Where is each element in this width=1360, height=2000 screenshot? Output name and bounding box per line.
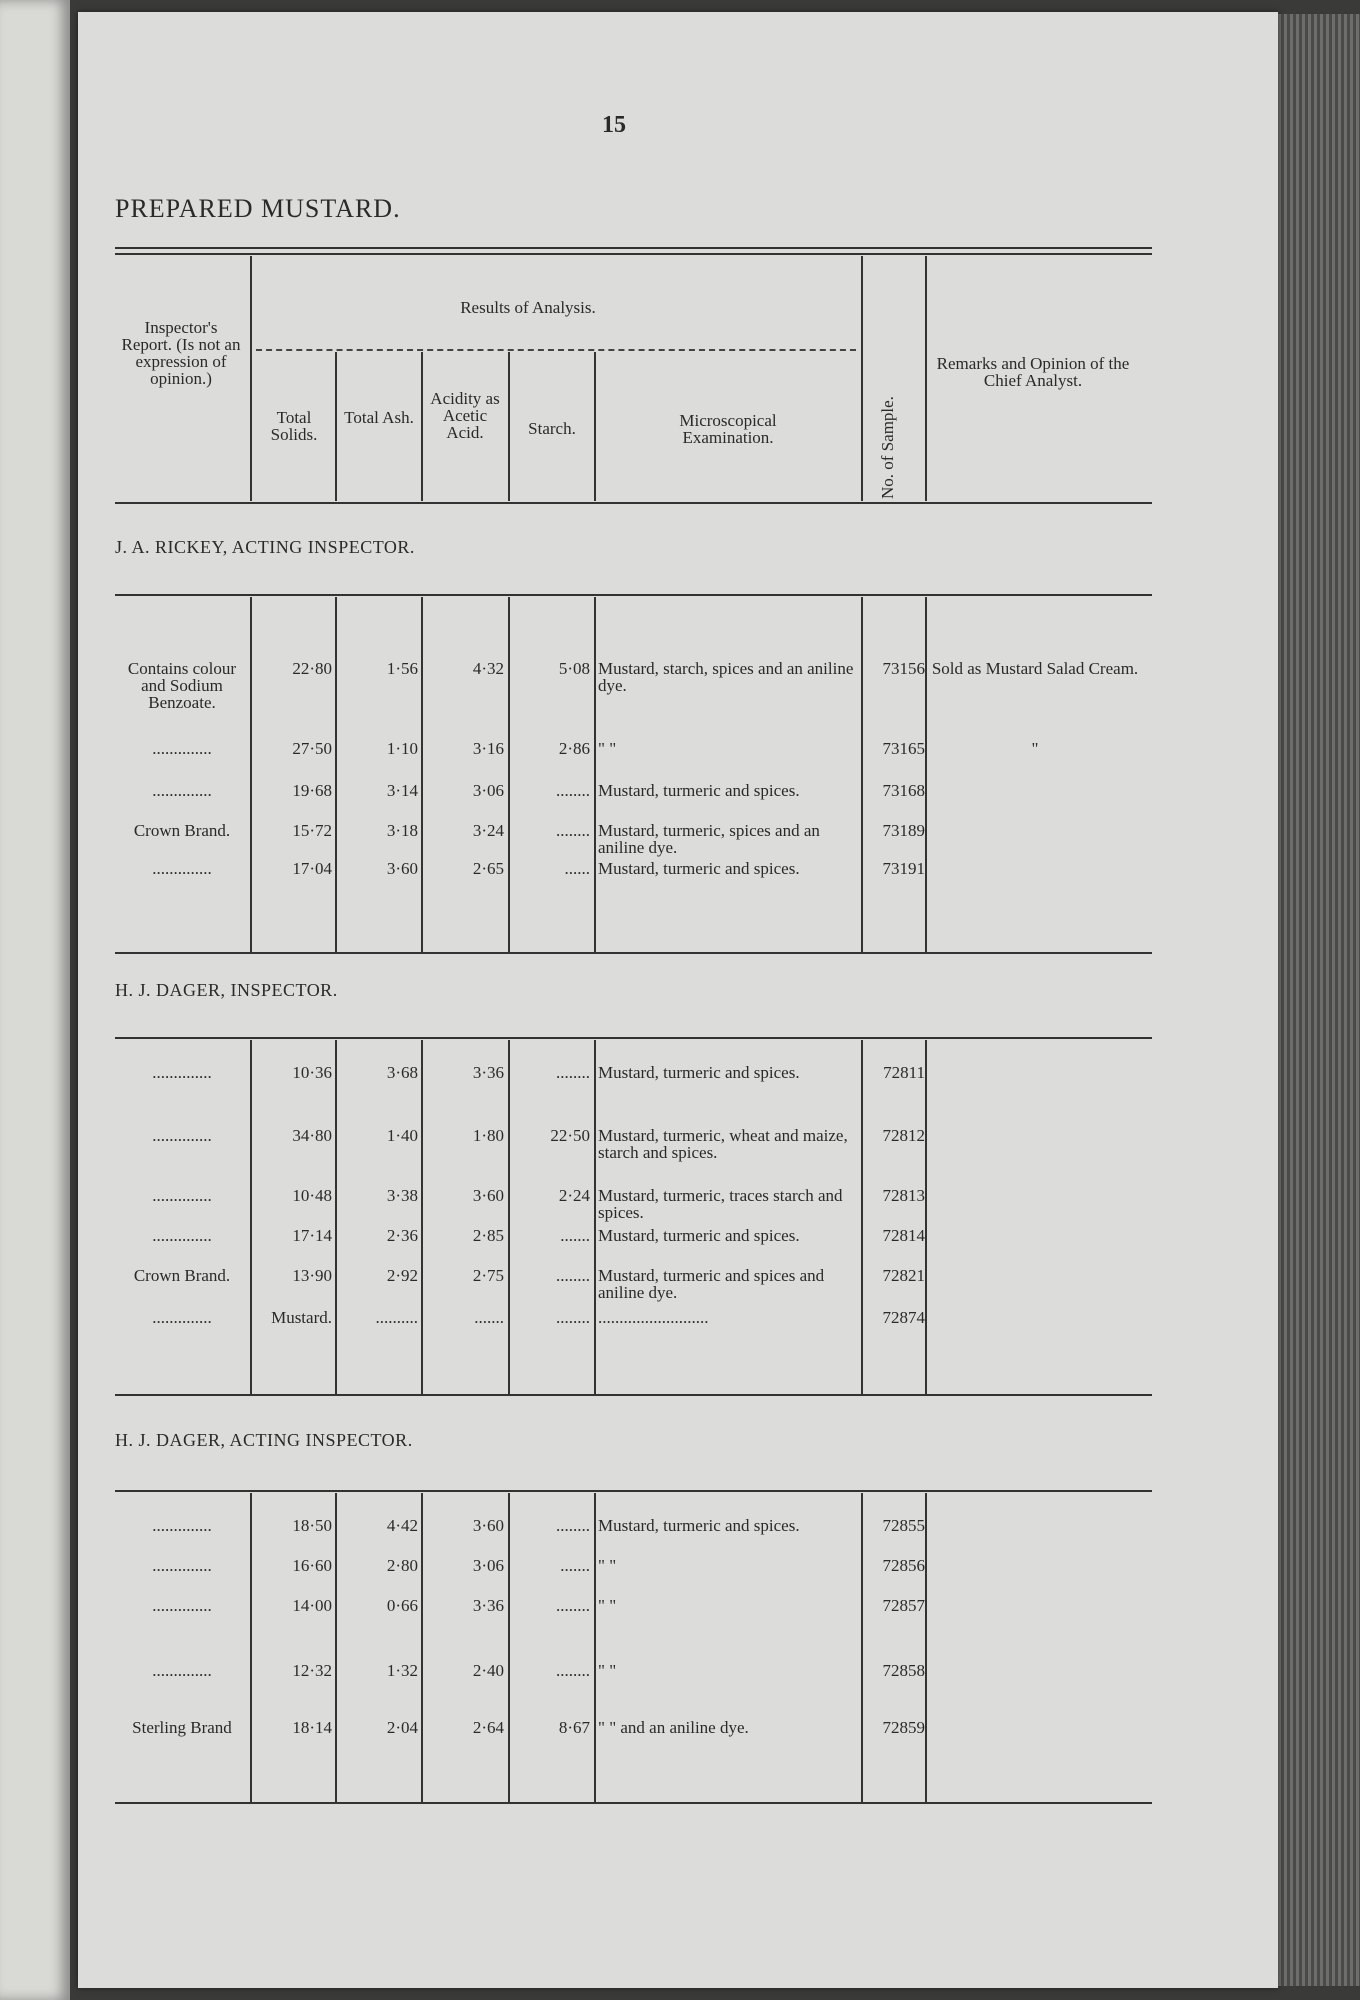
table-cell-sample: 72874 (882, 1308, 925, 1327)
section-bottom-rule (115, 952, 1152, 954)
table-cell-micro: Mustard, turmeric and spices. (598, 1063, 800, 1082)
table-cell-starch: 22·50 (550, 1126, 590, 1145)
table-cell-starch: 2·24 (558, 1186, 590, 1205)
book-page-edges (1278, 14, 1360, 1986)
table-cell-acidity: 2·75 (472, 1266, 504, 1285)
col-sep (925, 1493, 927, 1802)
table-cell-report: Crown Brand. (133, 1266, 231, 1285)
table-cell-acidity: 2·40 (472, 1661, 504, 1680)
table-cell-acidity: 3·16 (472, 739, 504, 758)
col-sep (508, 1040, 510, 1394)
table-cell-solids: 12·32 (292, 1661, 332, 1680)
section-bottom-rule (115, 1802, 1152, 1804)
col-sep (861, 1493, 863, 1802)
table-cell-remarks: " (1031, 739, 1039, 758)
table-cell-sample: 72859 (882, 1718, 925, 1737)
table-cell-solids: 18·50 (292, 1516, 332, 1535)
table-cell-report: .............. (152, 1556, 212, 1575)
table-cell-report: .............. (152, 1186, 212, 1205)
col-sep (861, 256, 863, 501)
table-cell-micro: Mustard, turmeric, wheat and maize, starch and spices. (598, 1126, 848, 1162)
document-page (78, 12, 1278, 1988)
section-heading: J. A. RICKEY, ACTING INSPECTOR. (115, 537, 415, 557)
table-cell-starch: 5·08 (558, 659, 590, 678)
table-cell-acidity: 3·06 (472, 781, 504, 800)
header-remarks: Remarks and Opinion of the Chief Analyst. (936, 354, 1130, 390)
table-cell-sample: 72857 (882, 1596, 925, 1615)
section-top-rule (115, 594, 1152, 596)
table-cell-solids: 14·00 (292, 1596, 332, 1615)
table-cell-acidity: 1·80 (472, 1126, 504, 1145)
table-cell-micro: Mustard, turmeric and spices. (598, 1226, 800, 1245)
table-cell-starch: ........ (556, 1596, 590, 1615)
table-cell-starch: ........ (556, 1063, 590, 1082)
table-cell-ash: 1·32 (386, 1661, 418, 1680)
table-cell-sample: 73191 (882, 859, 925, 878)
table-cell-sample: 73168 (882, 781, 925, 800)
table-cell-acidity: 3·36 (472, 1063, 504, 1082)
header-total-solids: Total Solids. (270, 408, 318, 444)
table-cell-sample: 72811 (883, 1063, 925, 1082)
col-sep (508, 352, 510, 501)
col-sep (594, 1493, 596, 1802)
table-cell-report: Crown Brand. (133, 821, 231, 840)
table-cell-starch: ........ (556, 1661, 590, 1680)
col-sep (508, 597, 510, 952)
header-bottom-rule (115, 502, 1152, 504)
table-cell-acidity: ....... (474, 1308, 504, 1327)
col-sep (421, 597, 423, 952)
section-top-rule (115, 1490, 1152, 1492)
col-sep (421, 1040, 423, 1394)
table-cell-ash: 2·04 (386, 1718, 418, 1737)
section-heading: H. J. DAGER, ACTING INSPECTOR. (115, 1430, 413, 1450)
table-cell-ash: 4·42 (386, 1516, 418, 1535)
table-cell-ash: .......... (375, 1308, 418, 1327)
table-cell-sample: 72814 (882, 1226, 925, 1245)
table-cell-solids: 19·68 (292, 781, 332, 800)
table-cell-starch: ........ (556, 821, 590, 840)
table-cell-report: .............. (152, 859, 212, 878)
section-top-rule (115, 1037, 1152, 1039)
table-cell-micro: Mustard, turmeric and spices and aniline dye. (598, 1266, 825, 1302)
table-cell-starch: ....... (560, 1556, 590, 1575)
table-cell-micro: Mustard, starch, spices and an aniline dye. (598, 659, 854, 695)
col-sep (335, 597, 337, 952)
table-cell-micro: Mustard, turmeric, traces starch and spices. (598, 1186, 843, 1222)
header-starch: Starch. (528, 419, 576, 438)
table-cell-ash: 2·80 (386, 1556, 418, 1575)
table-cell-ash: 2·36 (386, 1226, 418, 1245)
col-sep (861, 597, 863, 952)
table-cell-micro: Mustard, turmeric and spices. (598, 1516, 800, 1535)
section-heading: H. J. DAGER, INSPECTOR. (115, 980, 338, 1000)
page-number: 15 (602, 112, 626, 138)
table-cell-acidity: 3·60 (472, 1186, 504, 1205)
table-cell-ash: 1·56 (386, 659, 418, 678)
table-cell-solids: 17·04 (292, 859, 332, 878)
table-cell-micro: " " (598, 1596, 617, 1615)
table-cell-starch: 8·67 (558, 1718, 590, 1737)
table-cell-ash: 3·18 (386, 821, 418, 840)
table-cell-starch: 2·86 (558, 739, 590, 758)
table-cell-sample: 73165 (882, 739, 925, 758)
header-top-rule-2 (115, 253, 1152, 255)
table-cell-starch: ........ (556, 781, 590, 800)
table-cell-remarks: Sold as Mustard Salad Cream. (931, 659, 1139, 678)
col-sep (335, 352, 337, 501)
table-cell-acidity: 3·36 (472, 1596, 504, 1615)
table-cell-acidity: 2·85 (472, 1226, 504, 1245)
table-cell-solids: 10·36 (292, 1063, 332, 1082)
header-microscopical: Microscopical Examination. (679, 411, 777, 447)
page-title: PREPARED MUSTARD. (115, 194, 401, 223)
table-cell-solids: 34·80 (292, 1126, 332, 1145)
table-cell-ash: 3·60 (386, 859, 418, 878)
header-acidity: Acidity as Acetic Acid. (430, 389, 500, 442)
table-cell-sample: 72812 (882, 1126, 925, 1145)
table-cell-report: .............. (152, 1126, 212, 1145)
table-cell-starch: ....... (560, 1226, 590, 1245)
table-cell-solids: 22·80 (292, 659, 332, 678)
col-sep (925, 256, 927, 501)
table-cell-ash: 3·14 (386, 781, 418, 800)
table-cell-sample: 72813 (882, 1186, 925, 1205)
table-cell-solids: Mustard. (271, 1308, 332, 1327)
table-cell-micro: .......................... (598, 1308, 709, 1327)
header-results: Results of Analysis. (460, 298, 596, 317)
table-cell-micro: " " (598, 1556, 617, 1575)
table-cell-report: .............. (152, 1661, 212, 1680)
col-sep (250, 256, 252, 501)
table-cell-report: .............. (152, 1516, 212, 1535)
table-cell-acidity: 3·60 (472, 1516, 504, 1535)
table-cell-solids: 27·50 (292, 739, 332, 758)
col-sep (421, 1493, 423, 1802)
header-inspector-report: Inspector's Report. (Is not an expression of opinion.) (121, 318, 241, 388)
header-total-ash: Total Ash. (344, 408, 414, 427)
table-cell-report: .............. (152, 1226, 212, 1245)
table-cell-starch: ........ (556, 1516, 590, 1535)
table-cell-starch: ........ (556, 1308, 590, 1327)
table-cell-acidity: 2·65 (472, 859, 504, 878)
table-cell-acidity: 2·64 (472, 1718, 504, 1737)
table-cell-report: .............. (152, 1596, 212, 1615)
table-cell-solids: 18·14 (292, 1718, 332, 1737)
table-cell-solids: 17·14 (292, 1226, 332, 1245)
table-cell-report: .............. (152, 739, 212, 758)
table-cell-sample: 72855 (882, 1516, 925, 1535)
table-cell-report: .............. (152, 1308, 212, 1327)
col-sep (250, 1040, 252, 1394)
table-cell-ash: 1·40 (386, 1126, 418, 1145)
table-cell-solids: 16·60 (292, 1556, 332, 1575)
table-cell-micro: " " (598, 1661, 617, 1680)
table-cell-micro: Mustard, turmeric and spices. (598, 859, 800, 878)
col-sep (250, 597, 252, 952)
table-cell-micro: " " (598, 739, 617, 758)
table-cell-starch: ...... (564, 859, 590, 878)
col-sep (594, 597, 596, 952)
col-sep (508, 1493, 510, 1802)
table-cell-starch: ........ (556, 1266, 590, 1285)
col-sep (250, 1493, 252, 1802)
col-sep (925, 597, 927, 952)
table-cell-ash: 1·10 (386, 739, 418, 758)
col-sep (594, 1040, 596, 1394)
table-cell-report: Contains colour and Sodium Benzoate. (127, 659, 237, 712)
table-cell-ash: 3·68 (386, 1063, 418, 1082)
table-cell-ash: 0·66 (386, 1596, 418, 1615)
col-sep (861, 1040, 863, 1394)
table-cell-solids: 15·72 (292, 821, 332, 840)
table-cell-report: Sterling Brand (132, 1718, 232, 1737)
table-cell-acidity: 3·06 (472, 1556, 504, 1575)
table-cell-report: .............. (152, 1063, 212, 1082)
table-cell-sample: 73189 (882, 821, 925, 840)
col-sep (594, 352, 596, 501)
table-cell-sample: 72821 (882, 1266, 925, 1285)
table-cell-sample: 72856 (882, 1556, 925, 1575)
results-divider (256, 349, 856, 351)
table-cell-sample: 73156 (882, 659, 925, 678)
table-cell-acidity: 4·32 (472, 659, 504, 678)
col-sep (335, 1493, 337, 1802)
col-sep (421, 352, 423, 501)
table-cell-solids: 13·90 (292, 1266, 332, 1285)
table-cell-micro: Mustard, turmeric and spices. (598, 781, 800, 800)
col-sep (925, 1040, 927, 1394)
table-cell-sample: 72858 (882, 1661, 925, 1680)
section-bottom-rule (115, 1394, 1152, 1396)
table-cell-acidity: 3·24 (472, 821, 504, 840)
header-top-rule (115, 247, 1152, 249)
adjacent-page-edge (0, 0, 70, 2000)
table-cell-micro: Mustard, turmeric, spices and an aniline dye. (598, 821, 820, 857)
table-cell-solids: 10·48 (292, 1186, 332, 1205)
table-cell-report: .............. (152, 781, 212, 800)
col-sep (335, 1040, 337, 1394)
table-cell-ash: 3·38 (386, 1186, 418, 1205)
table-cell-micro: " " and an aniline dye. (598, 1718, 749, 1737)
table-cell-ash: 2·92 (386, 1266, 418, 1285)
header-no-of-sample: No. of Sample. (878, 396, 897, 499)
